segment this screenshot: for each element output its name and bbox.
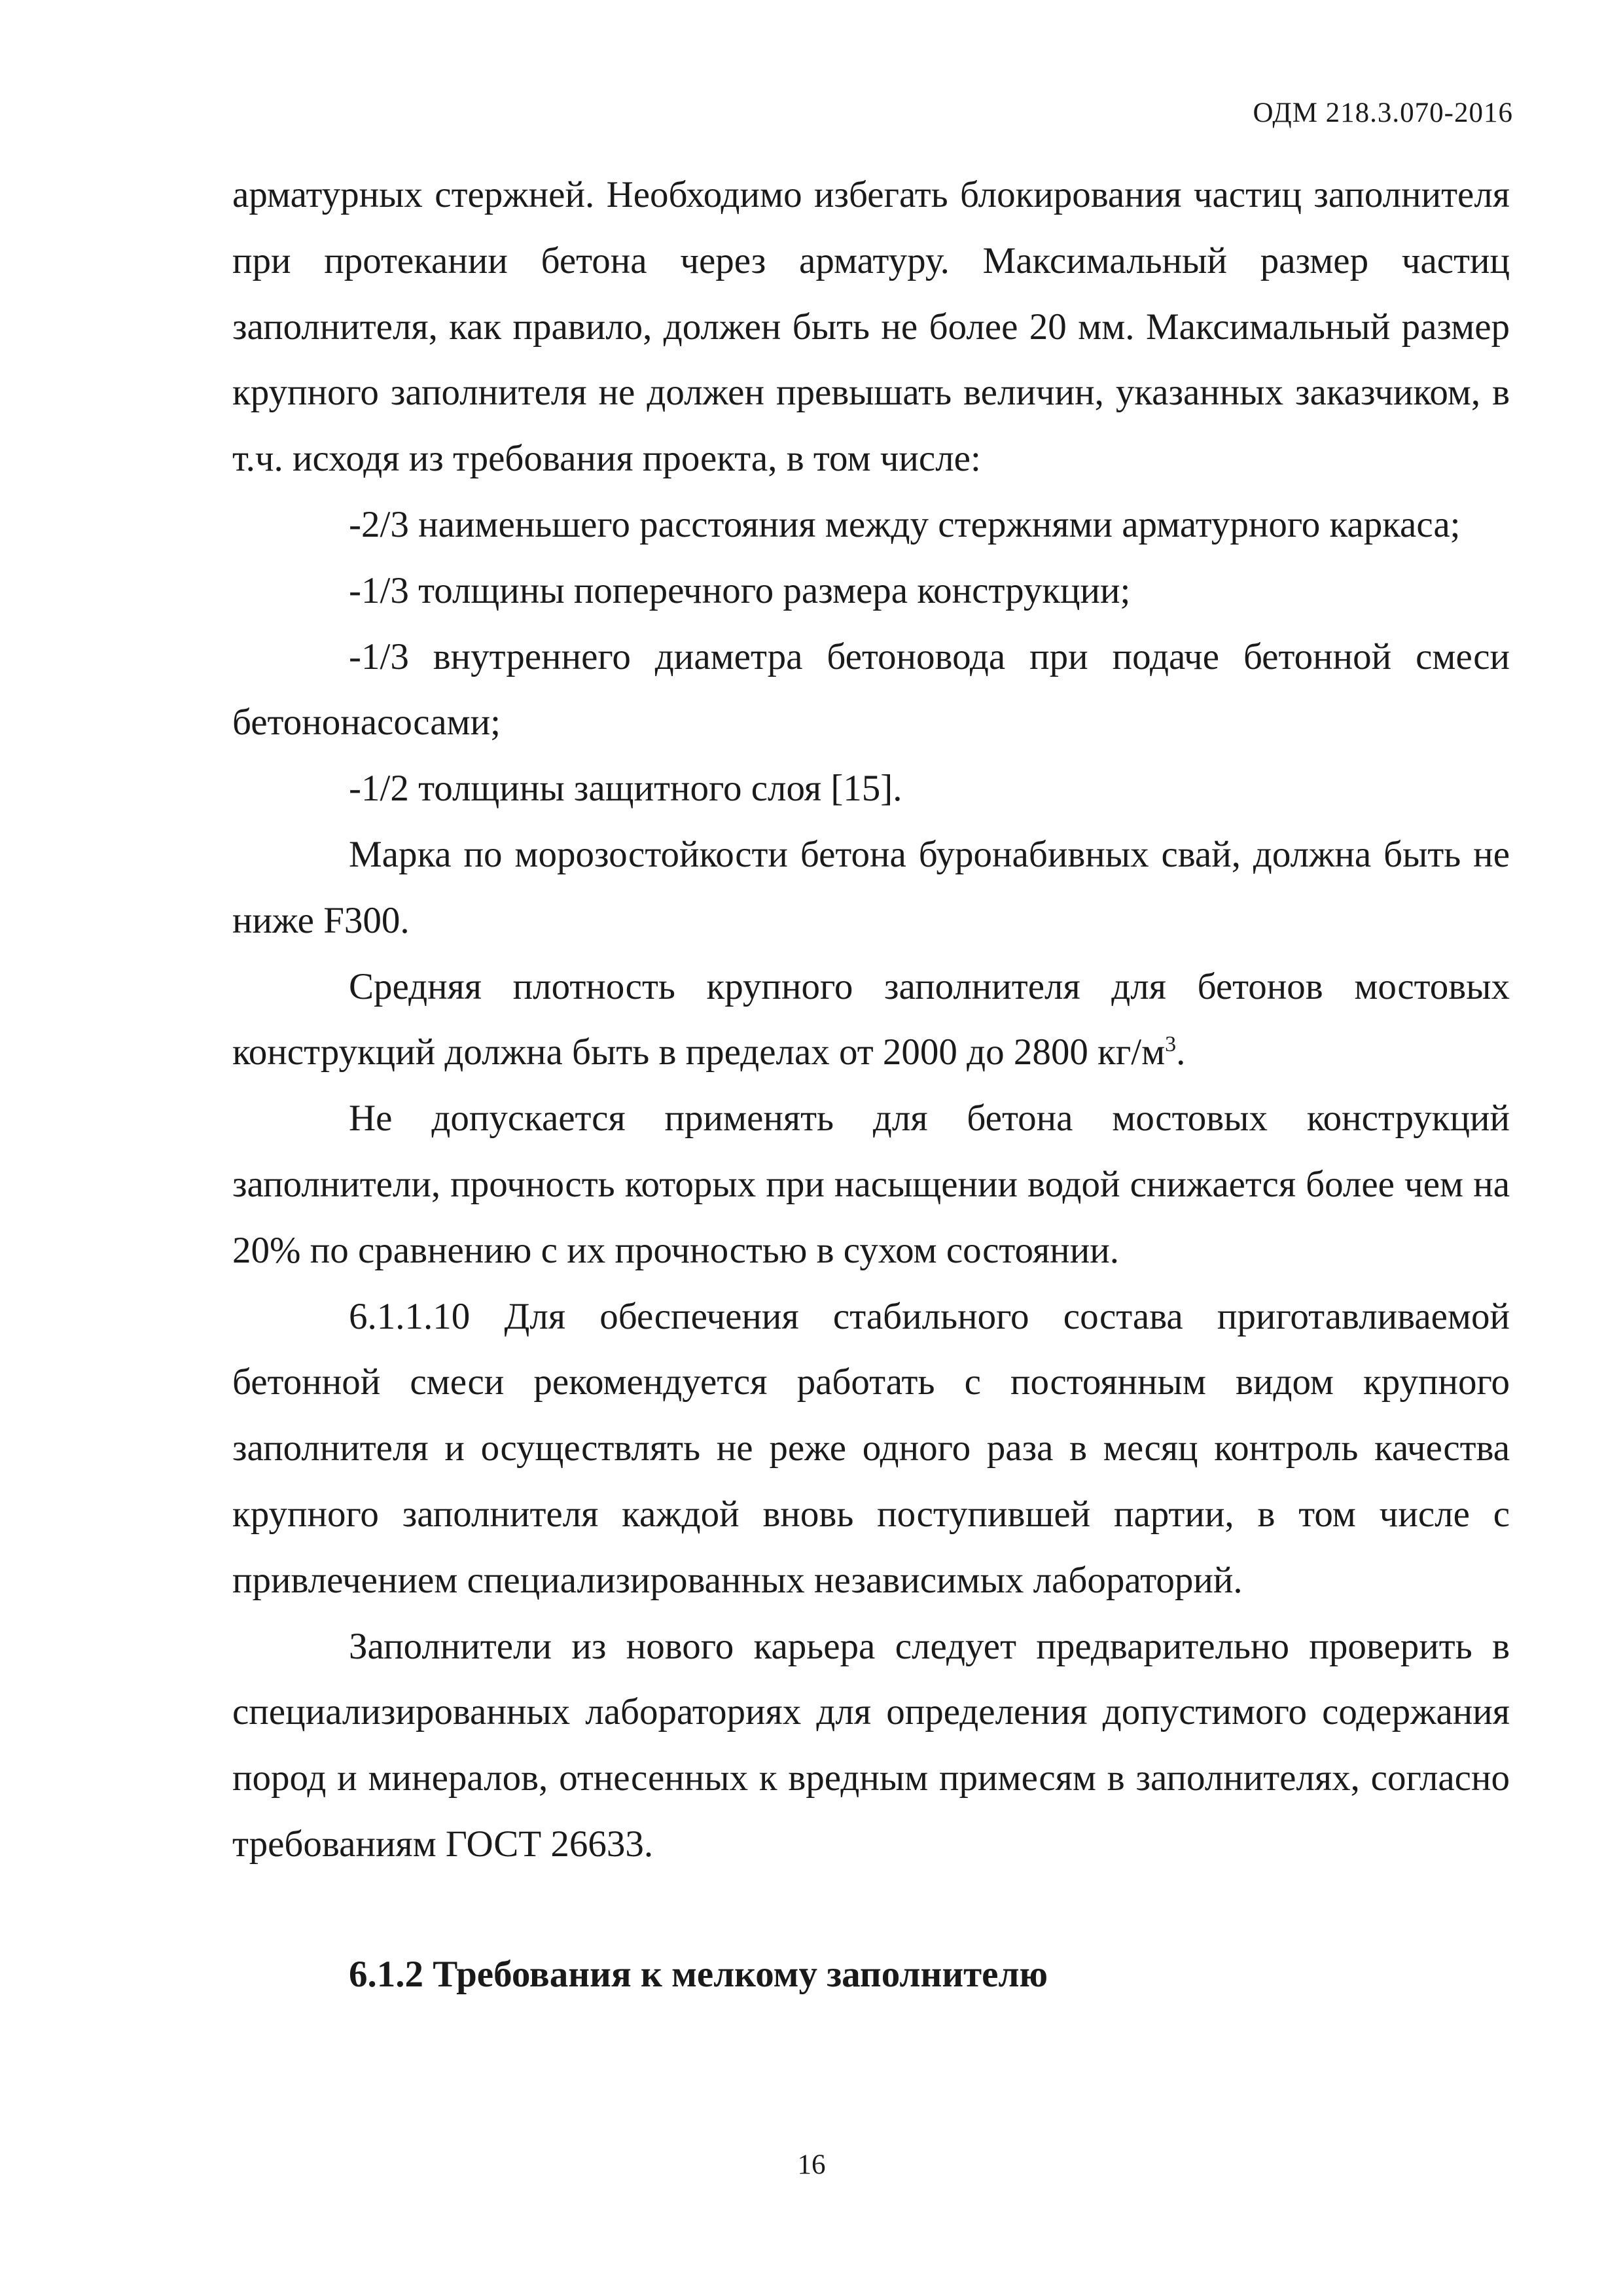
- size-limits-list: [232, 492, 1510, 822]
- paragraph-strength: Не допускается применять для бетона мостовых конструкций заполнители, прочность которых при насыщении водой снижается более чем на 20% по сравнению с их прочностью в сухом состоянии.: [232, 1098, 1510, 1271]
- density-text: Средняя плотность крупного заполнителя для бетонов мостовых конструкций должна быть в пределах от 2000 до 2800 кг/м: [232, 965, 1510, 1073]
- list-item: -2/3 наименьшего расстояния между стержнями арматурного каркаса;: [349, 503, 1461, 545]
- paragraph-new-quarry: Заполнители из нового карьера следует предварительно проверить в специализированных лабораториях для определения допустимого содержания пород и минералов, отнесенных к вредным примесям в заполнителях, согласно требованиям ГОСТ 26633.: [232, 1625, 1510, 1865]
- page-number: 16: [797, 2149, 826, 2180]
- document-code: ОДМ 218.3.070-2016: [1253, 98, 1513, 128]
- paragraph-density: [232, 954, 1510, 1086]
- section-heading: 6.1.2 Требования к мелкому заполнителю: [349, 1953, 1048, 1995]
- list-item: -1/3 внутреннего диаметра бетоновода при подаче бетонной смеси бетононасосами;: [232, 636, 1510, 744]
- paragraph-aggregate-size: арматурных стержней. Необходимо избегать блокирования частиц заполнителя при протекании бетона через арматуру. Максимальный размер частиц заполнителя, как правило, должен быть не более 20 мм. Максимальный размер крупного заполнителя не должен превышать величин, указанных заказчиком, в т.ч. исходя из требования проекта, в том числе:: [232, 174, 1510, 480]
- density-superscript: 3: [1165, 1032, 1177, 1057]
- list-item: -1/2 толщины защитного слоя [15].: [349, 768, 902, 810]
- list-item: -1/3 толщины поперечного размера конструкции;: [349, 569, 1131, 611]
- paragraph-6-1-1-10: 6.1.1.10 Для обеспечения стабильного состава приготавливаемой бетонной смеси рекомендуется работать с постоянным видом крупного заполнителя и осуществлять не реже одного раза в месяц контроль качества крупного заполнителя каждой вновь поступившей партии, в том числе с привлечением специализированных независимых лабораторий.: [232, 1295, 1510, 1601]
- paragraph-frost-resistance: Марка по морозостойкости бетона буронабивных свай, должна быть не ниже F300.: [232, 833, 1510, 941]
- density-end: .: [1176, 1031, 1186, 1073]
- page-body: [232, 162, 1510, 2008]
